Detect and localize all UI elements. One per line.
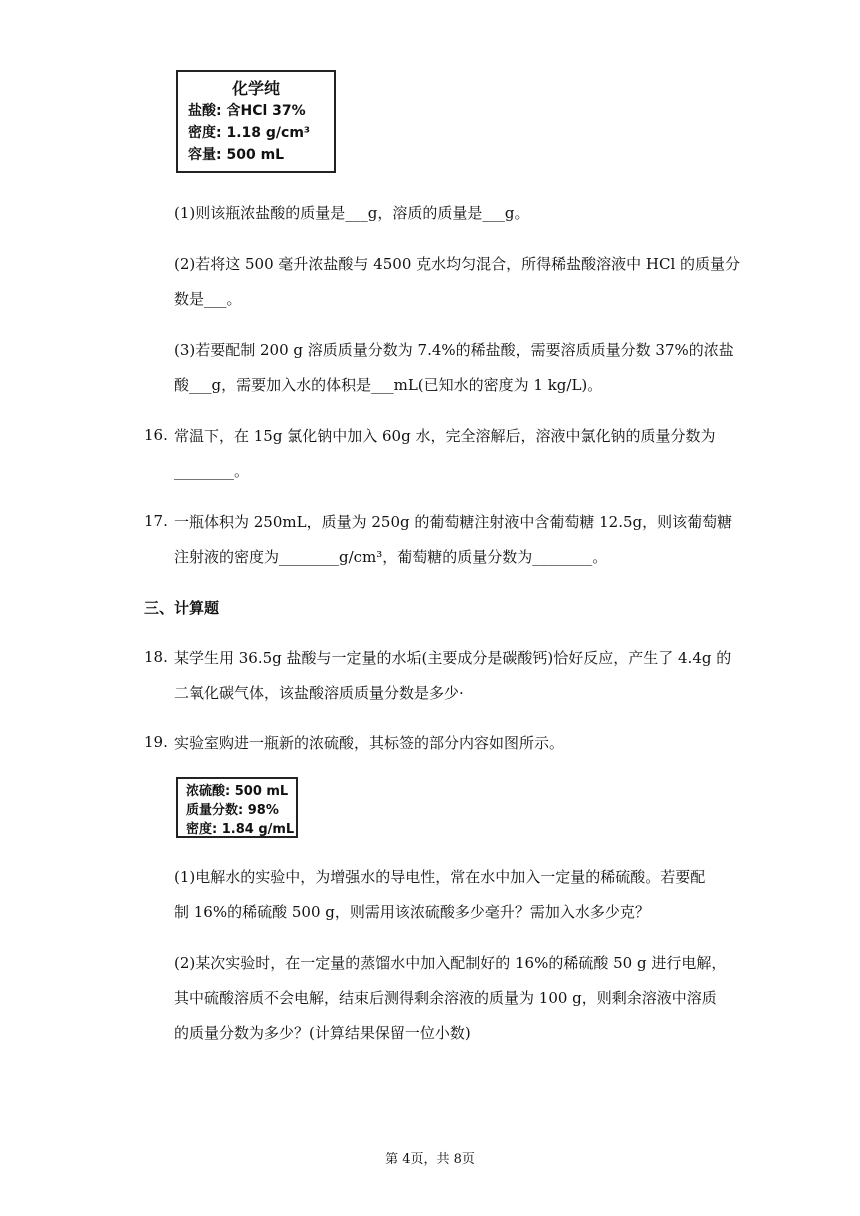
label-line: 密度: 1.84 g/mL (186, 822, 295, 837)
q15-part2-line2: 数是___。 (174, 290, 242, 308)
label-line: 盐酸: 含HCl 37% (188, 103, 306, 119)
hcl-bottle-label (176, 70, 336, 173)
q18-number: 18. (144, 648, 168, 666)
q18-line1: 某学生用 36.5g 盐酸与一定量的水垢(主要成分是碳酸钙)恰好反应，产生了 4.4g 的 (174, 649, 732, 667)
page-footer: 第 4页，共 8页 (385, 1152, 475, 1167)
q19-line1: 实验室购进一瓶新的浓硫酸，其标签的部分内容如图所示。 (174, 734, 565, 752)
q15-part3-line1: (3)若要配制 200 g 溶质质量分数为 7.4%的稀盐酸，需要溶质质量分数 37%的浓盐 (174, 341, 734, 359)
q17-number: 17. (144, 512, 168, 530)
q17-line2: 注射液的密度为________g/cm³，葡萄糖的质量分数为________。 (174, 548, 608, 566)
q19-part2-line1: (2)某次实验时，在一定量的蒸馏水中加入配制好的 16%的稀硫酸 50 g 进行电解， (174, 954, 727, 972)
section-heading-calculation: 三、计算题 (144, 599, 220, 617)
q16-number: 16. (144, 426, 168, 444)
label-title: 化学纯 (231, 79, 280, 98)
q19-part2-line3: 的质量分数为多少？(计算结果保留一位小数) (174, 1024, 471, 1042)
q15-part1: (1)则该瓶浓盐酸的质量是___g，溶质的质量是___g。 (174, 204, 530, 222)
q19-number: 19. (144, 733, 168, 751)
label-line: 浓硫酸: 500 mL (186, 784, 289, 799)
h2so4-bottle-label (176, 777, 298, 838)
q15-part3-line2: 酸___g，需要加入水的体积是___mL(已知水的密度为 1 kg/L)。 (174, 376, 603, 394)
label-line: 质量分数: 98% (186, 803, 279, 818)
q18-line2: 二氧化碳气体，该盐酸溶质质量分数是多少· (174, 684, 464, 702)
label-line: 密度: 1.18 g/cm³ (188, 125, 311, 141)
q15-part2-line1: (2)若将这 500 毫升浓盐酸与 4500 克水均匀混合，所得稀盐酸溶液中 HCl 的质量分 (174, 255, 741, 273)
q17-line1: 一瓶体积为 250mL，质量为 250g 的葡萄糖注射液中含葡萄糖 12.5g，则该葡萄糖 (174, 513, 733, 531)
q19-part1-line1: (1)电解水的实验中，为增强水的导电性，常在水中加入一定量的稀硫酸。若要配 (174, 868, 706, 886)
q19-part1-line2: 制 16%的稀硫酸 500 g，则需用该浓硫酸多少毫升？需加入水多少克？ (174, 903, 650, 921)
q19-part2-line2: 其中硫酸溶质不会电解，结束后测得剩余溶液的质量为 100 g，则剩余溶液中溶质 (174, 989, 717, 1007)
q16-line1: 常温下，在 15g 氯化钠中加入 60g 水，完全溶解后，溶液中氯化钠的质量分数为 (174, 427, 716, 445)
label-line: 容量: 500 mL (188, 147, 285, 163)
q16-line2: ________。 (174, 462, 250, 480)
